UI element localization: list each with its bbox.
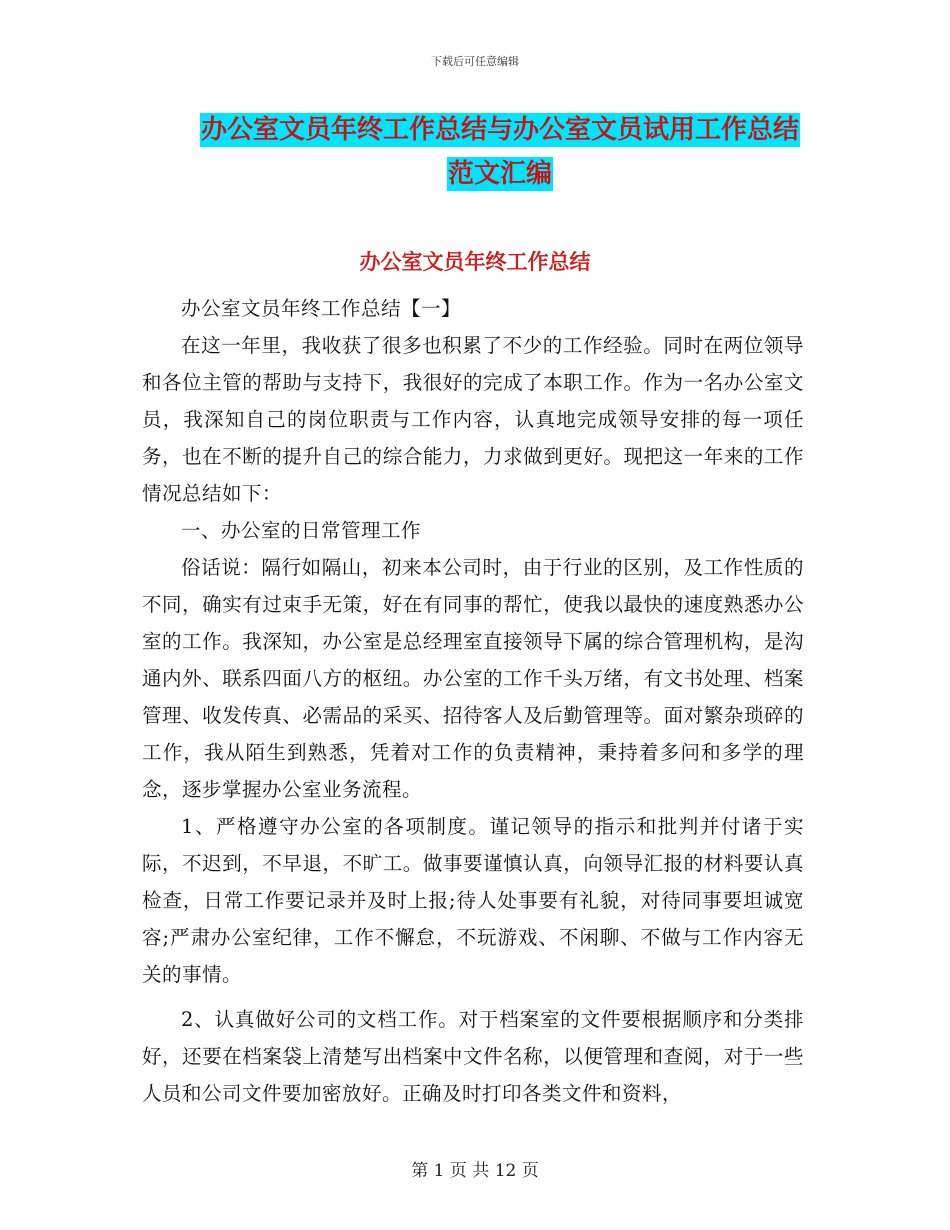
document-title <box>195 108 805 196</box>
paragraph-intro: 在这一年里，我收获了很多也积累了不少的工作经验。同时在两位领导和各位主管的帮助与支持下，我很好的完成了本职工作。作为一名办公室文员，我深知自己的岗位职责与工作内容，认真地完成领导安排的每一项任务，也在不断的提升自己的综合能力，力求做到更好。现把这一年来的工作情况总结如下： <box>142 334 804 505</box>
section-title: 办公室文员年终工作总结 <box>359 250 591 274</box>
paragraph-item-2: 2、认真做好公司的文档工作。对于档案室的文件要根据顺序和分类排好，还要在档案袋上清楚写出档案中文件名称，以便管理和查阅，对于一些人员和公司文件要加密放好。正确及时打印各类文件和资料， <box>142 1008 804 1105</box>
paragraph-heading-1: 一、办公室的日常管理工作 <box>181 519 422 542</box>
document-body <box>142 290 804 1112</box>
header-note: 下载后可任意编辑 <box>431 55 519 68</box>
paragraph-subtitle: 办公室文员年终工作总结【一】 <box>181 297 462 320</box>
paragraph-daily-management: 俗话说：隔行如隔山，初来本公司时，由于行业的区别，及工作性质的不同，确实有过束手无策，好在有同事的帮忙，使我以最快的速度熟悉办公室的工作。我深知，办公室是总经理室直接领导下属的综合管理机构，是沟通内外、联系四面八方的枢纽。办公室的工作千头万绪，有文书处理、档案管理、收发传真、必需品的采买、招待客人及后勤管理等。面对繁杂琐碎的工作，我从陌生到熟悉，凭着对工作的负责精神，秉持着多问和多学的理念，逐步掌握办公室业务流程。 <box>142 556 804 801</box>
document-title-line-1: 办公室文员年终工作总结与办公室文员试用工作总结 <box>200 115 799 145</box>
document-title-line-2: 范文汇编 <box>447 159 552 189</box>
page-number: 第 1 页 共 12 页 <box>411 1161 539 1181</box>
paragraph-item-1: 1、严格遵守办公室的各项制度。谨记领导的指示和批判并付诸于实际，不迟到，不早退，不旷工。做事要谨慎认真，向领导汇报的材料要认真检查，日常工作要记录并及时上报;待人处事要有礼貌，对待同事要坦诚宽容;严肃办公室纪律，工作不懈怠，不玩游戏、不闲聊、不做与工作内容无关的事情。 <box>142 815 804 986</box>
